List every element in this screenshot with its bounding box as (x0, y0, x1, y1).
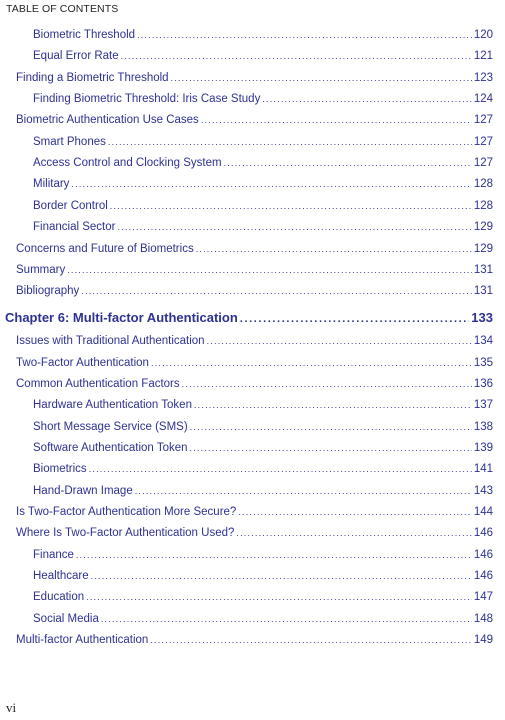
toc-entry[interactable] (0, 484, 493, 498)
toc-entry[interactable] (0, 28, 493, 42)
toc-entry[interactable] (0, 220, 493, 234)
toc-entry-page: 141 (473, 463, 493, 476)
dot-leader (151, 356, 472, 370)
toc-entry-page: 121 (473, 50, 493, 63)
toc-entry[interactable] (0, 92, 493, 106)
dot-leader (150, 633, 471, 647)
toc-entry[interactable] (0, 263, 493, 277)
toc-entry-title: Issues with Traditional Authentication (16, 335, 205, 348)
toc-entry-title: Is Two-Factor Authentication More Secure? (16, 506, 237, 519)
toc-entry-title: Finding Biometric Threshold: Iris Case Study (33, 93, 261, 106)
toc-entry-page: 146 (473, 548, 493, 561)
toc-entry[interactable] (0, 548, 493, 562)
toc-entry[interactable] (0, 441, 493, 455)
toc-entry-title: Common Authentication Factors (16, 377, 180, 390)
toc-entry-title: Social Media (33, 612, 99, 625)
toc-entry-page: 128 (473, 199, 493, 212)
toc-entry-page: 129 (473, 242, 493, 255)
toc-entry-page: 124 (473, 93, 493, 106)
toc-entry-page: 148 (473, 612, 493, 625)
toc-entry-page: 146 (473, 570, 493, 583)
toc-entry[interactable] (0, 462, 493, 476)
toc-entry-title: Biometric Threshold (33, 29, 136, 41)
toc-entry[interactable] (0, 242, 493, 256)
dot-leader (201, 113, 472, 127)
toc-entry-title: Smart Phones (33, 135, 106, 148)
dot-leader (236, 526, 471, 540)
toc-entry-title: Healthcare (33, 570, 89, 583)
toc-entry[interactable] (0, 177, 493, 191)
dot-leader (110, 199, 472, 213)
toc-entry-title: Education (33, 591, 85, 604)
toc-entry-title: Biometrics (33, 463, 87, 476)
toc-entry[interactable] (0, 398, 493, 412)
page-number: vi (6, 700, 17, 715)
toc-entry-title: Financial Sector (33, 221, 116, 234)
toc-entry-title: Where Is Two-Factor Authentication Used? (16, 527, 235, 540)
toc-entry-page: 129 (473, 221, 493, 234)
running-head: TABLE OF CONTENTS (6, 3, 119, 15)
toc-entry-page: 144 (473, 506, 493, 519)
toc-entry[interactable] (0, 505, 493, 519)
toc-entry[interactable] (0, 135, 493, 149)
toc-entry[interactable] (0, 526, 493, 540)
toc-entry[interactable] (0, 71, 493, 85)
toc-entry-page: 127 (473, 157, 493, 170)
toc-entry-title: Access Control and Clocking System (33, 157, 222, 170)
toc-entry[interactable] (0, 113, 493, 127)
toc-entry-title: Finding a Biometric Threshold (16, 71, 169, 84)
dot-leader (89, 462, 472, 476)
dot-leader (67, 263, 472, 277)
dot-leader (196, 242, 472, 256)
toc-entry[interactable] (0, 356, 493, 370)
toc-entry-page: 123 (473, 71, 493, 84)
toc-entry[interactable] (0, 284, 493, 298)
toc-entry-page: 133 (471, 309, 493, 325)
toc-entry-page: 127 (473, 135, 493, 148)
toc-entry-title: Biometric Authentication Use Cases (16, 114, 199, 127)
dot-leader (101, 612, 472, 626)
toc-entry-title: Finance (33, 548, 74, 561)
toc-entry[interactable] (0, 569, 493, 583)
toc-entry-title: Multi-factor Authentication (16, 634, 149, 647)
dot-leader (190, 441, 472, 455)
toc-entry-title: Concerns and Future of Biometrics (16, 242, 194, 255)
toc-entry[interactable] (0, 633, 493, 647)
toc-entry-page: 143 (473, 484, 493, 497)
toc-entry-page: 146 (473, 527, 493, 540)
dot-leader (137, 28, 472, 42)
dot-leader (207, 334, 472, 348)
dot-leader (76, 548, 472, 562)
toc-chapter-entry[interactable] (0, 310, 493, 327)
toc-entry[interactable] (0, 612, 493, 626)
toc-entry-page: 131 (473, 285, 493, 298)
toc-entry-page: 120 (473, 29, 493, 41)
dot-leader (262, 92, 471, 106)
dot-leader (171, 71, 472, 85)
dot-leader (194, 398, 472, 412)
toc-entry-page: 147 (473, 591, 493, 604)
dot-leader (135, 484, 472, 498)
dot-leader (86, 590, 472, 604)
toc-entry-page: 127 (473, 114, 493, 127)
toc-entry-title: Chapter 6: Multi-factor Authentication (5, 309, 238, 325)
toc-entry[interactable] (0, 590, 493, 604)
toc-entry-title: Border Control (33, 199, 108, 212)
toc-entry[interactable] (0, 420, 493, 434)
dot-leader (91, 569, 472, 583)
toc-entry-page: 137 (473, 399, 493, 412)
dot-leader (224, 156, 472, 170)
toc-entry-page: 131 (473, 263, 493, 276)
toc-entry-title: Two-Factor Authentication (16, 356, 149, 369)
toc-entry-page: 128 (473, 178, 493, 191)
toc-entry-title: Hardware Authentication Token (33, 399, 192, 412)
dot-leader (81, 284, 472, 298)
toc-entry[interactable] (0, 199, 493, 213)
toc-entry-page: 139 (473, 442, 493, 454)
dot-leader (117, 220, 471, 234)
toc-entry-title: Equal Error Rate (33, 50, 119, 63)
toc-entry[interactable] (0, 156, 493, 170)
toc-entry[interactable] (0, 49, 493, 63)
toc-entry-title: Military (33, 178, 70, 191)
dot-leader (108, 135, 472, 149)
toc-entry[interactable] (0, 334, 493, 348)
toc-entry-title: Hand-Drawn Image (33, 484, 133, 497)
dot-leader (238, 505, 471, 519)
toc-entry-page: 134 (473, 335, 493, 348)
toc-entry-page: 138 (473, 420, 493, 433)
toc-entry-title: Software Authentication Token (33, 442, 188, 454)
dot-leader (190, 420, 472, 434)
toc-entry-title: Summary (16, 263, 66, 276)
toc-entry-title: Short Message Service (SMS) (33, 420, 188, 433)
toc-entry-page: 149 (473, 634, 493, 647)
toc-entry-page: 135 (473, 356, 493, 369)
toc-entry-page: 136 (473, 377, 493, 390)
dot-leader (240, 311, 470, 327)
dot-leader (121, 49, 472, 63)
toc-entry[interactable] (0, 377, 493, 391)
dot-leader (71, 177, 471, 191)
dot-leader (182, 377, 472, 391)
toc-entry-title: Bibliography (16, 285, 80, 298)
